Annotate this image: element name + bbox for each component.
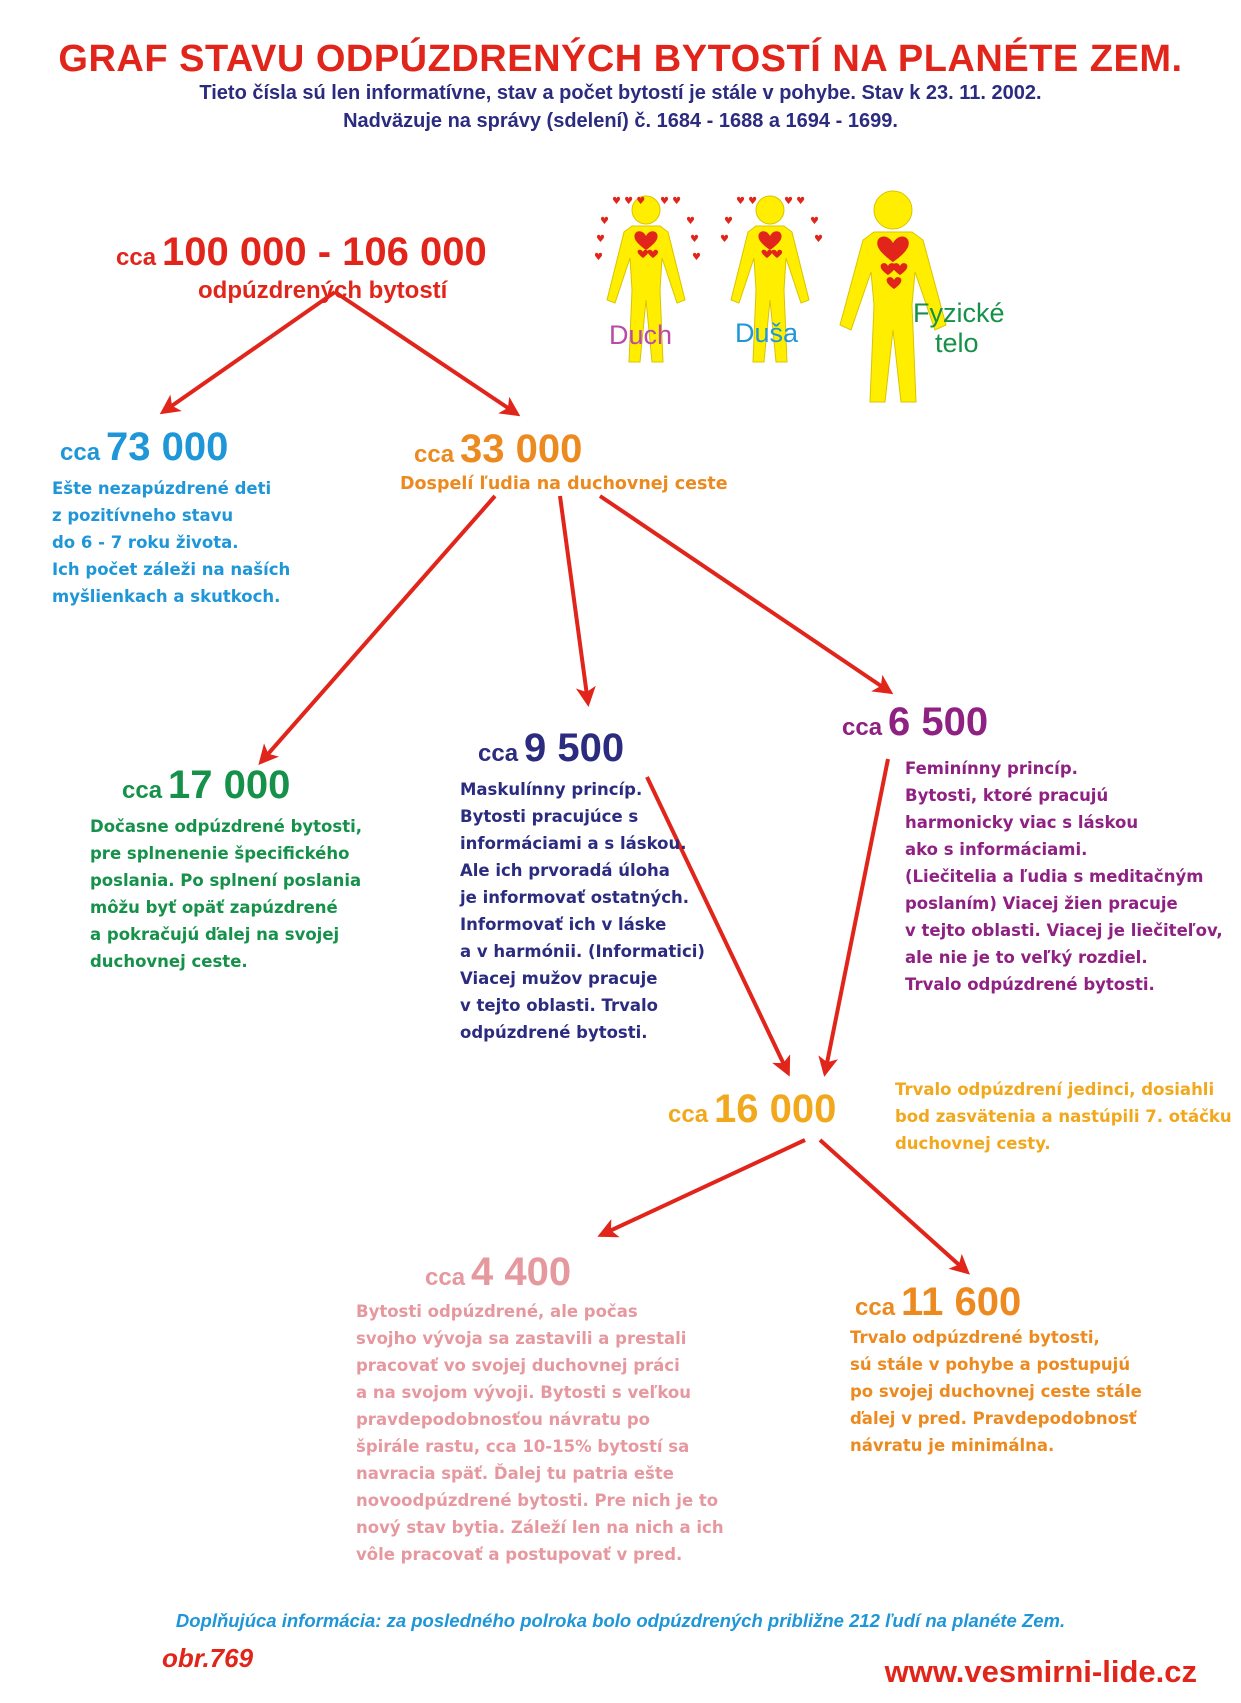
svg-text:♥ ♥: ♥ ♥ xyxy=(736,196,758,207)
cca-label: cca xyxy=(842,714,883,741)
svg-text:♥ ♥ ♥: ♥ ♥ ♥ xyxy=(612,196,646,207)
cca-label: cca xyxy=(122,777,163,804)
root-label: odpúzdrených bytostí xyxy=(198,277,448,304)
node-17000-description: Dočasne odpúzdrené bytosti, pre splnenenie špecifického poslania. Po splnení poslania môžu byť opäť zapúzdrené a pokračujú ďalej na svojej duchovnej ceste. xyxy=(90,817,363,971)
arrow-root-to-33000 xyxy=(335,292,517,414)
figure-label-fyzicke: Fyzické xyxy=(913,298,1005,328)
node-33000-value: 33 000 xyxy=(460,427,583,471)
arrow-6500-to-16000 xyxy=(825,759,888,1073)
figure-label-telo: telo xyxy=(935,328,979,358)
svg-text:♥ ♥: ♥ ♥ xyxy=(784,196,806,207)
cca-label: cca xyxy=(425,1264,466,1291)
figure-label-duch: Duch xyxy=(609,320,673,350)
node-4400-value: 4 400 xyxy=(471,1250,572,1294)
svg-text:♥: ♥ xyxy=(814,234,823,245)
figure-label-dusa: Duša xyxy=(735,318,799,348)
node-33000-label: Dospelí ľudia na duchovnej ceste xyxy=(400,474,728,494)
node-9500-number xyxy=(478,726,624,771)
node-73000-value: 73 000 xyxy=(106,425,229,469)
node-16000-value: 16 000 xyxy=(714,1087,837,1131)
svg-text:♥: ♥ xyxy=(600,216,609,227)
figure-number: obr.769 xyxy=(162,1643,254,1673)
svg-text:♥: ♥ xyxy=(692,252,701,263)
cca-label: cca xyxy=(668,1101,709,1128)
node-17000-number xyxy=(122,763,290,808)
node-6500-value: 6 500 xyxy=(888,700,989,744)
cca-label: cca xyxy=(116,244,157,271)
node-6500-number xyxy=(842,700,988,745)
node-11600-description: Trvalo odpúzdrené bytosti, sú stále v pohybe a postupujú po svojej duchovnej ceste stále ďalej v pred. Pravdepodobnosť návratu je minimálna. xyxy=(850,1328,1142,1455)
physical-body-figure-icon xyxy=(840,191,946,402)
node-73000-number xyxy=(60,425,228,470)
node-17000-value: 17 000 xyxy=(168,763,291,807)
node-9500-description: Maskulínny princíp. Bytosti pracujúce s informáciami a s láskou. Ale ich prvoradá úloha je informovať ostatných. Informovať ich v láske a v harmónii. (Informatici) Viacej mužov pracuje v tejto oblasti. Trvalo odpúzdrené bytosti. xyxy=(460,780,705,1042)
node-11600-value: 11 600 xyxy=(901,1280,1022,1324)
arrow-33000-to-6500 xyxy=(600,496,890,692)
node-11600-number xyxy=(855,1280,1021,1325)
arrow-root-to-73000 xyxy=(163,292,335,412)
website-link[interactable]: www.vesmirni-lide.cz xyxy=(884,1654,1197,1689)
arrow-33000-to-17000 xyxy=(261,496,495,762)
svg-text:♥: ♥ xyxy=(686,216,695,227)
node-4400-number xyxy=(425,1250,571,1295)
node-33000-number xyxy=(414,427,582,472)
root-value: 100 000 - 106 000 xyxy=(162,230,487,274)
arrow-33000-to-9500 xyxy=(560,496,588,703)
svg-text:♥: ♥ xyxy=(690,234,699,245)
cca-label: cca xyxy=(60,439,101,466)
svg-text:♥: ♥ xyxy=(720,234,729,245)
cca-label: cca xyxy=(855,1294,896,1321)
node-9500-value: 9 500 xyxy=(524,726,625,770)
cca-label: cca xyxy=(414,441,455,468)
page-title: GRAF STAVU ODPÚZDRENÝCH BYTOSTÍ NA PLANÉTE ZEM. xyxy=(58,38,1183,80)
svg-text:♥ ♥: ♥ ♥ xyxy=(660,196,682,207)
svg-text:♥: ♥ xyxy=(596,234,605,245)
subtitle-info: Tieto čísla sú len informatívne, stav a počet bytostí je stále v pohybe. Stav k 23. 11. 2002. xyxy=(199,82,1042,104)
svg-text:♥: ♥ xyxy=(810,216,819,227)
arrow-16000-to-4400 xyxy=(601,1140,805,1235)
svg-text:♥: ♥ xyxy=(724,216,733,227)
root-number xyxy=(116,230,487,275)
node-16000-description: Trvalo odpúzdrení jedinci, dosiahli bod zasvätenia a nastúpili 7. otáčku duchovnej cesty. xyxy=(895,1080,1232,1153)
node-73000-description: Ešte nezapúzdrené deti z pozitívneho stavu do 6 - 7 roku života. Ich počet záleži na naších myšlienkach a skutkoch. xyxy=(52,479,291,606)
node-4400-description: Bytosti odpúzdrené, ale počas svojho vývoja sa zastavili a prestali pracovať vo svojej duchovnej práci a na svojom vývoji. Bytosti s veľkou pravdepodobnosťou návratu po špirále rastu, cca 10-15% bytostí sa navracia späť. Ďalej tu patria ešte novoodpúzdrené bytosti. Pre nich je to nový stav bytia. Záleží len na nich a ich vôle pracovať a postupovať v pred. xyxy=(356,1302,724,1564)
cca-label: cca xyxy=(478,740,519,767)
footer-info: Doplňujúca informácia: za posledného polroka bolo odpúzdrených približne 212 ľudí na planéte Zem. xyxy=(175,1610,1066,1631)
node-6500-description: Feminínny princíp. Bytosti, ktoré pracujú harmonicky viac s láskou ako s informáciami. (Liečitelia a ľudia s meditačným poslaním) Viacej žien pracuje v tejto oblasti. Viacej je liečiteľov, ale nie je to veľký rozdiel. Trvalo odpúzdrené bytosti. xyxy=(905,759,1223,994)
subtitle-references: Nadväzuje na správy (sdelení) č. 1684 - 1688 a 1694 - 1699. xyxy=(343,110,898,132)
node-16000-number xyxy=(668,1087,836,1132)
svg-text:♥: ♥ xyxy=(594,252,603,263)
arrow-16000-to-11600 xyxy=(820,1140,967,1272)
